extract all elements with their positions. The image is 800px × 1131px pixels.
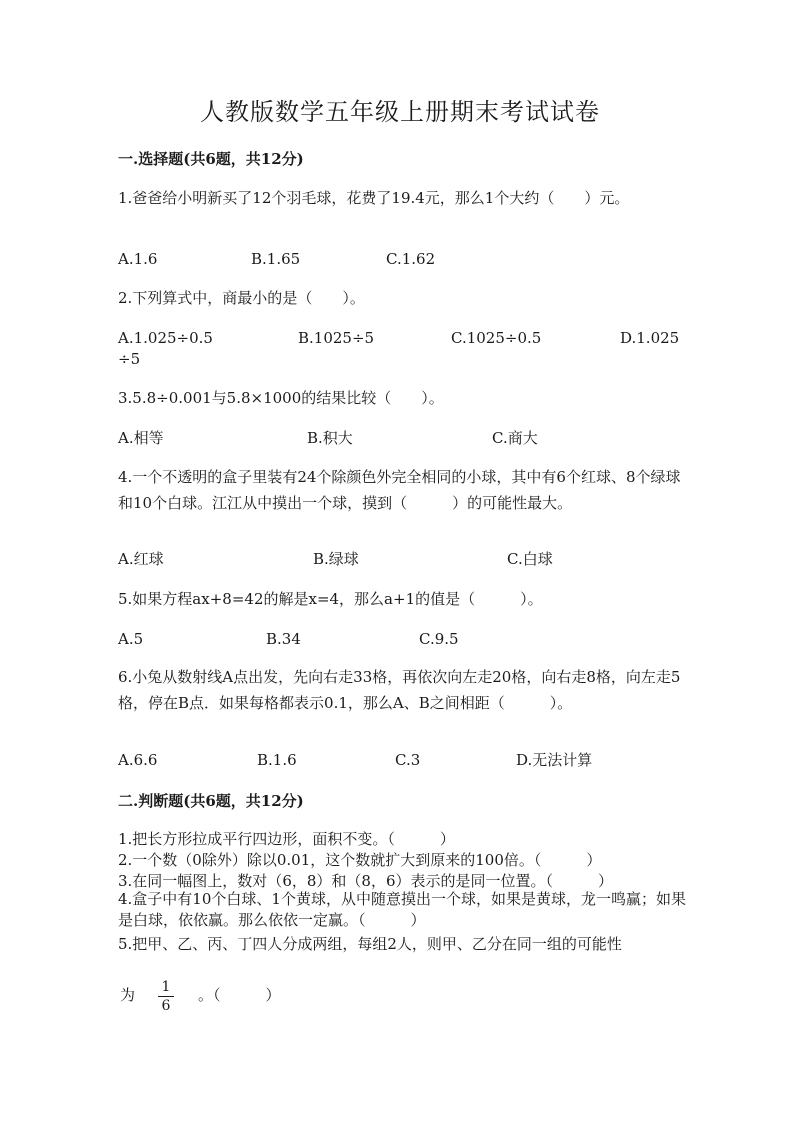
option-4b[interactable]: B.绿球 (313, 550, 359, 568)
option-5a[interactable]: A.5 (118, 630, 144, 648)
option-5b[interactable]: B.34 (266, 630, 301, 648)
option-1b[interactable]: B.1.65 (251, 250, 301, 268)
option-5c[interactable]: C.9.5 (419, 630, 459, 648)
fraction-denominator: 6 (161, 998, 171, 1014)
option-2c[interactable]: C.1025÷0.5 (451, 329, 542, 347)
question-6: 6.小兔从数射线A点出发，先向右走33格，再依次向左走20格，向右走8格，向左走5格，停在B点．如果每格都表示0.1，那么A、B之间相距（ ）。 (118, 668, 681, 712)
option-2d-continued: ÷5 (118, 350, 141, 368)
option-1c[interactable]: C.1.62 (386, 250, 436, 268)
judgement-1: 1.把长方形拉成平行四边形，面积不变。（ ） (118, 830, 455, 848)
question-2: 2.下列算式中，商最小的是（ ）。 (118, 289, 365, 307)
option-3b[interactable]: B.积大 (307, 429, 353, 447)
judgement-5-suffix: 。（ ） (198, 986, 281, 1004)
option-2a[interactable]: A.1.025÷0.5 (118, 329, 213, 347)
question-3: 3.5.8÷0.001与5.8×1000的结果比较（ ）。 (118, 389, 444, 407)
option-6d[interactable]: D.无法计算 (516, 751, 593, 769)
option-6b[interactable]: B.1.6 (257, 751, 297, 769)
judgement-5-prefix: 为 (120, 986, 136, 1004)
option-3c[interactable]: C.商大 (492, 429, 538, 447)
judgement-5: 5.把甲、乙、丙、丁四人分成两组，每组2人，则甲、乙分在同一组的可能性 (118, 935, 622, 953)
judgement-4: 4.盒子中有10个白球、1个黄球，从中随意摸出一个球，如果是黄球，龙一鸣赢；如果是白球，依依赢。那么依依一定赢。（ ） (118, 890, 686, 929)
option-1a[interactable]: A.1.6 (118, 250, 158, 268)
option-6a[interactable]: A.6.6 (118, 751, 158, 769)
section-heading-choice: 一.选择题(共6题，共12分) (118, 150, 304, 168)
question-4: 4.一个不透明的盒子里装有24个除颜色外完全相同的小球，其中有6个红球、8个绿球和10个白球。江江从中摸出一个球，摸到（ ）的可能性最大。 (118, 468, 681, 512)
fraction-one-sixth (158, 979, 174, 1014)
judgement-2: 2.一个数（0除外）除以0.01，这个数就扩大到原来的100倍。（ ） (118, 851, 602, 869)
option-2b[interactable]: B.1025÷5 (298, 329, 375, 347)
option-6c[interactable]: C.3 (395, 751, 421, 769)
option-4a[interactable]: A.红球 (118, 550, 164, 568)
judgement-3: 3.在同一幅图上，数对（6，8）和（8，6）表示的是同一位置。（ ） (118, 872, 613, 890)
option-4c[interactable]: C.白球 (507, 550, 553, 568)
fraction-bar (158, 996, 174, 997)
question-5: 5.如果方程ax+8=42的解是x=4，那么a+1的值是（ ）。 (118, 590, 543, 608)
option-3a[interactable]: A.相等 (118, 429, 164, 447)
question-1: 1.爸爸给小明新买了12个羽毛球，花费了19.4元，那么1个大约（ ）元。 (118, 189, 630, 207)
option-2d[interactable]: D.1.025 (620, 329, 680, 347)
page-title: 人教版数学五年级上册期末考试试卷 (200, 98, 600, 126)
fraction-numerator: 1 (161, 979, 171, 995)
section-heading-judgement: 二.判断题(共6题，共12分) (118, 792, 304, 810)
